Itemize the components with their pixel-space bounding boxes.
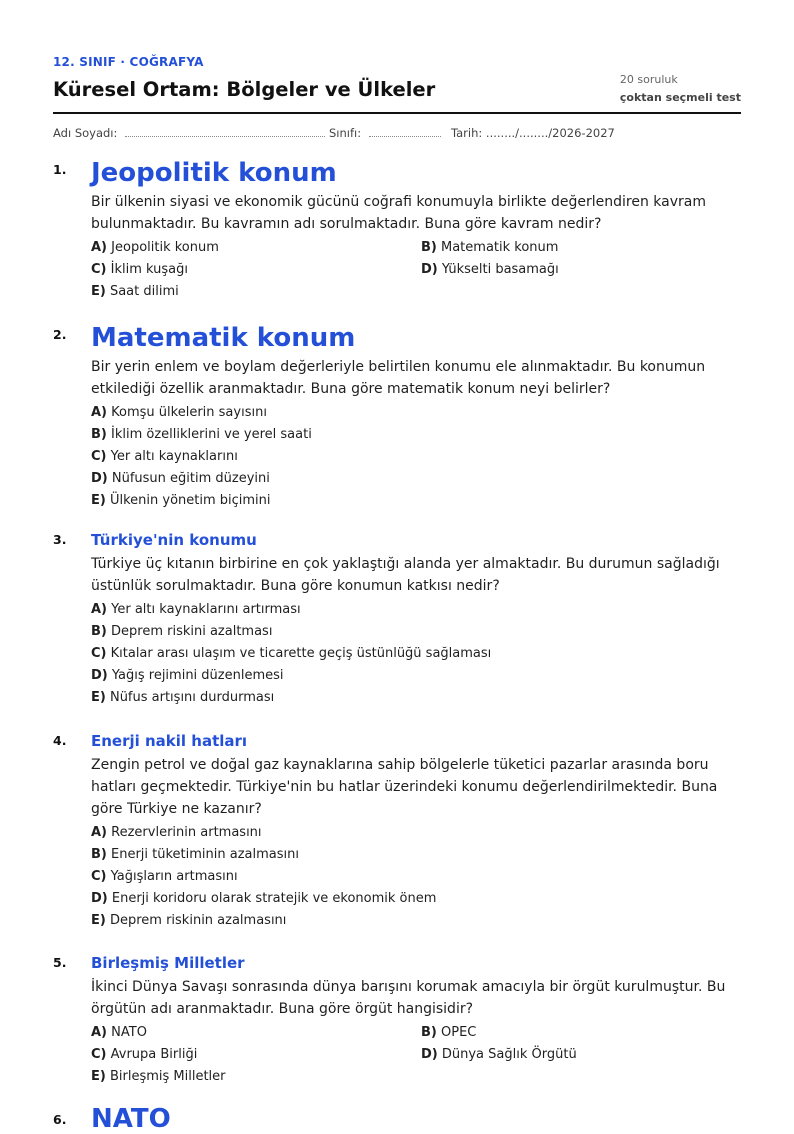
- option-c[interactable]: C) Kıtalar arası ulaşım ve ticarette geçiş üstünlüğü sağlaması: [91, 646, 492, 661]
- option-a[interactable]: A) Komşu ülkelerin sayısını: [91, 405, 267, 420]
- question-topic: Jeopolitik konum: [91, 158, 337, 188]
- answer-options: [91, 404, 741, 516]
- option-a[interactable]: A) Jeopolitik konum: [91, 240, 219, 255]
- question-topic: Türkiye'nin konumu: [91, 531, 257, 549]
- question-topic: Matematik konum: [91, 323, 356, 353]
- option-c[interactable]: C) Avrupa Birliği: [91, 1047, 198, 1062]
- question-count: 20 soruluk: [619, 73, 678, 86]
- question-topic: Birleşmiş Milletler: [91, 954, 245, 972]
- answer-options: [91, 824, 741, 936]
- worksheet-header: [53, 0, 741, 114]
- question-text: Bir ülkenin siyasi ve ekonomik gücünü coğrafi konumuyla birlikte değerlendiren kavram bulunmaktadır. Bu kavramın adı sorulmaktadır. Buna göre kavram nedir?: [91, 194, 706, 232]
- answer-options: [91, 601, 741, 713]
- date-field[interactable]: Tarih: ......../......../2026-2027: [451, 126, 615, 140]
- question-number: 6.: [53, 1112, 67, 1127]
- option-d[interactable]: D) Enerji koridoru olarak stratejik ve ekonomik önem: [91, 891, 437, 906]
- option-e[interactable]: E) Birleşmiş Milletler: [91, 1069, 226, 1084]
- option-a[interactable]: A) Rezervlerinin artmasını: [91, 825, 262, 840]
- worksheet-page: [53, 0, 741, 1134]
- option-e[interactable]: E) Deprem riskinin azalmasını: [91, 913, 287, 928]
- option-b[interactable]: B) Deprem riskini azaltması: [91, 624, 273, 639]
- option-c[interactable]: C) Yağışların artmasını: [91, 869, 238, 884]
- class-label: Sınıfı:: [329, 126, 362, 140]
- test-type: çoktan seçmeli test: [619, 91, 741, 104]
- option-d[interactable]: D) Yükselti basamağı: [421, 262, 559, 277]
- option-e[interactable]: E) Saat dilimi: [91, 284, 179, 299]
- option-b[interactable]: B) OPEC: [421, 1025, 477, 1040]
- question-text: Zengin petrol ve doğal gaz kaynaklarına sahip bölgelerle tüketici pazarlar arasında boru hatları geçmektedir. Türkiye'nin bu hatlar üzerindeki konumu değerlendirilmektedir. Buna göre Türkiye ne kazanır?: [91, 757, 718, 817]
- option-b[interactable]: B) Enerji tüketiminin azalmasını: [91, 847, 299, 862]
- option-c[interactable]: C) İklim kuşağı: [91, 262, 188, 277]
- question-topic: NATO: [91, 1104, 171, 1134]
- option-c[interactable]: C) Yer altı kaynaklarını: [91, 449, 238, 464]
- option-e[interactable]: E) Nüfus artışını durdurması: [91, 690, 275, 705]
- option-b[interactable]: B) İklim özelliklerini ve yerel saati: [91, 427, 312, 442]
- name-field[interactable]: [53, 126, 325, 140]
- question-text: Bir yerin enlem ve boylam değerleriyle belirtilen konumu ele alınmaktadır. Bu konumun etkilediği özellik aranmaktadır. Buna göre matematik konum neyi belirler?: [91, 359, 706, 397]
- question-text: Türkiye üç kıtanın birbirine en çok yaklaştığı alanda yer almaktadır. Bu durumun sağladığı üstünlük sorulmaktadır. Buna göre konumun katkısı nedir?: [91, 556, 720, 594]
- question-number: 5.: [53, 955, 67, 970]
- question-text: İkinci Dünya Savaşı sonrasında dünya barışını korumak amacıyla bir örgüt kurulmuştur. Bu örgütün adı aranmaktadır. Buna göre örgüt hangisidir?: [91, 979, 726, 1017]
- class-field[interactable]: [329, 126, 441, 140]
- question-number: 1.: [53, 162, 67, 177]
- answer-options: [91, 1024, 741, 1092]
- name-label: Adı Soyadı:: [53, 126, 118, 140]
- option-a[interactable]: A) Yer altı kaynaklarını artırması: [91, 602, 301, 617]
- option-d[interactable]: D) Dünya Sağlık Örgütü: [421, 1047, 577, 1062]
- grade-subject-label: 12. SINIF · COĞRAFYA: [53, 55, 204, 69]
- test-meta: [620, 71, 741, 107]
- option-d[interactable]: D) Yağış rejimini düzenlemesi: [91, 668, 284, 683]
- question-number: 2.: [53, 327, 67, 342]
- name-blank[interactable]: [125, 126, 325, 137]
- class-blank[interactable]: [369, 126, 441, 137]
- option-e[interactable]: E) Ülkenin yönetim biçimini: [91, 493, 271, 508]
- option-a[interactable]: A) NATO: [91, 1025, 147, 1040]
- question-number: 4.: [53, 733, 67, 748]
- option-b[interactable]: B) Matematik konum: [421, 240, 559, 255]
- answer-options: [91, 239, 741, 307]
- student-info-fields: [53, 114, 741, 144]
- worksheet-title: Küresel Ortam: Bölgeler ve Ülkeler: [53, 78, 436, 101]
- question-topic: Enerji nakil hatları: [91, 732, 248, 750]
- option-d[interactable]: D) Nüfusun eğitim düzeyini: [91, 471, 270, 486]
- question-number: 3.: [53, 532, 67, 547]
